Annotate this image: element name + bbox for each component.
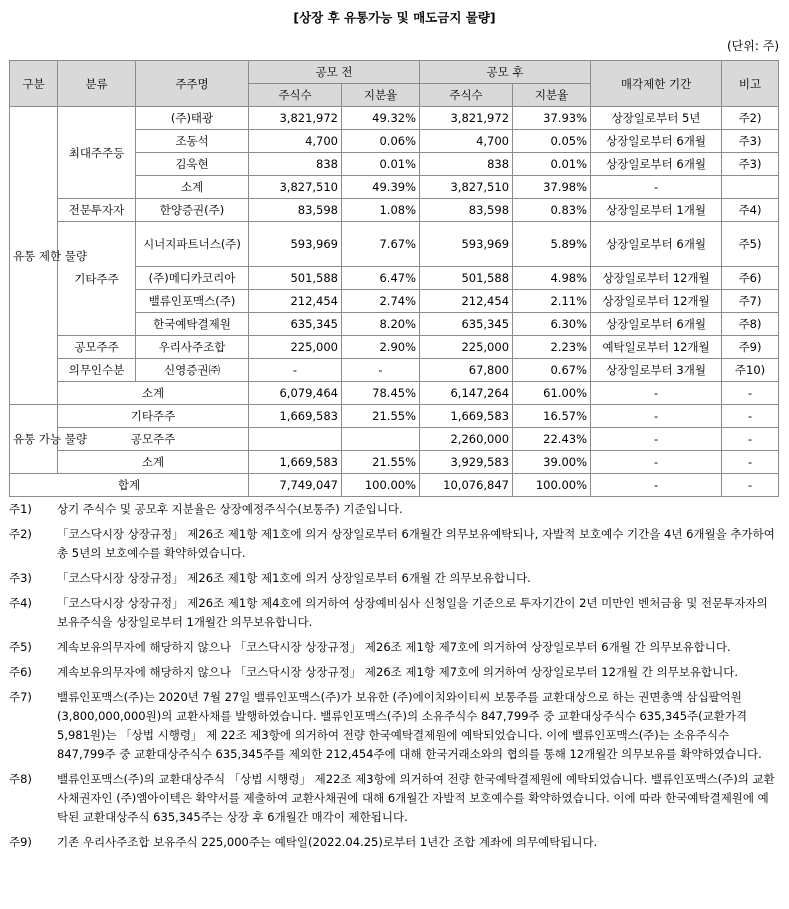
before-shares: 3,827,510 — [249, 176, 342, 199]
footnote-key: 주3) — [9, 571, 32, 585]
footnote-key: 주2) — [9, 527, 32, 541]
table-row — [10, 222, 779, 267]
lockup-table — [9, 60, 779, 497]
before-ratio: 78.45% — [342, 382, 420, 405]
restriction-period: 상장일로부터 6개월 — [591, 153, 722, 176]
before-shares: 7,749,047 — [249, 474, 342, 497]
header-before-shares: 주식수 — [249, 84, 342, 107]
footnote — [9, 500, 778, 519]
before-shares: 635,345 — [249, 313, 342, 336]
table-row — [10, 199, 779, 222]
table-row-total — [10, 474, 779, 497]
header-after: 공모 후 — [420, 61, 591, 84]
footnote-key: 주9) — [9, 835, 32, 849]
restriction-period: 상장일로부터 12개월 — [591, 290, 722, 313]
after-ratio: 0.83% — [513, 199, 591, 222]
table-row — [10, 359, 779, 382]
after-ratio: 39.00% — [513, 451, 591, 474]
before-ratio: 0.06% — [342, 130, 420, 153]
header-gubun: 구분 — [10, 61, 58, 107]
holder-name: 기타주주 — [58, 405, 249, 428]
footnote — [9, 569, 778, 588]
remark: 주10) — [722, 359, 779, 382]
footnote — [9, 770, 778, 827]
header-after-ratio: 지분율 — [513, 84, 591, 107]
footnotes — [9, 500, 778, 858]
before-ratio: 0.01% — [342, 153, 420, 176]
after-ratio: 16.57% — [513, 405, 591, 428]
before-shares: 4,700 — [249, 130, 342, 153]
before-ratio: 2.90% — [342, 336, 420, 359]
header-remark: 비고 — [722, 61, 779, 107]
category-largest: 최대주주등 — [58, 107, 136, 199]
header-before-ratio: 지분율 — [342, 84, 420, 107]
before-ratio: 6.47% — [342, 267, 420, 290]
before-shares: - — [249, 359, 342, 382]
unit-label: (단위: 주) — [727, 39, 779, 53]
remark: - — [722, 428, 779, 451]
group-restricted: 유통 제한 물량 — [10, 107, 58, 405]
after-shares: 4,700 — [420, 130, 513, 153]
before-shares — [249, 428, 342, 451]
before-shares: 3,821,972 — [249, 107, 342, 130]
page-title: [상장 후 유통가능 및 매도금지 물량] — [293, 10, 496, 25]
remark: - — [722, 382, 779, 405]
remark: - — [722, 474, 779, 497]
remark: - — [722, 405, 779, 428]
after-ratio: 61.00% — [513, 382, 591, 405]
holder-name: (주)메디카코리아 — [136, 267, 249, 290]
footnote — [9, 594, 778, 632]
restriction-period: 상장일로부터 6개월 — [591, 130, 722, 153]
holder-name: 밸류인포맥스(주) — [136, 290, 249, 313]
after-ratio: 6.30% — [513, 313, 591, 336]
remark: 주4) — [722, 199, 779, 222]
header-after-shares: 주식수 — [420, 84, 513, 107]
footnote-text: 「코스닥시장 상장규정」 제26조 제1항 제4호에 의거하여 상장예비심사 신청일을 기준으로 투자기간이 2년 미만인 벤처금융 및 전문투자자의 보유주식을 상장일로부터 1개월간 의무보유합니다. — [57, 596, 768, 629]
after-shares: 838 — [420, 153, 513, 176]
subtotal-label: 소계 — [58, 451, 249, 474]
before-ratio: 100.00% — [342, 474, 420, 497]
after-shares: 10,076,847 — [420, 474, 513, 497]
remark: 주3) — [722, 130, 779, 153]
table-row-subtotal — [10, 382, 779, 405]
after-ratio: 22.43% — [513, 428, 591, 451]
header-bunryu: 분류 — [58, 61, 136, 107]
before-shares: 212,454 — [249, 290, 342, 313]
before-ratio: 1.08% — [342, 199, 420, 222]
restriction-period: - — [591, 176, 722, 199]
footnote-key: 주4) — [9, 596, 32, 610]
footnote-text: 계속보유의무자에 해당하지 않으나 「코스닥시장 상장규정」 제26조 제1항 제7호에 의거하여 상장일로부터 6개월 간 의무보유합니다. — [57, 640, 731, 654]
after-shares: 83,598 — [420, 199, 513, 222]
before-shares: 593,969 — [249, 222, 342, 267]
restriction-period: - — [591, 405, 722, 428]
footnote-text: 「코스닥시장 상장규정」 제26조 제1항 제1호에 의거 상장일로부터 6개월간 의무보유예탁되나, 자발적 보호예수 기간을 4년 6개월을 추가하여 총 5년의 보호예수를 확약하였습니다. — [57, 527, 775, 560]
before-ratio: 7.67% — [342, 222, 420, 267]
remark — [722, 176, 779, 199]
footnote-text: 계속보유의무자에 해당하지 않으나 「코스닥시장 상장규정」 제26조 제1항 제7호에 의거하여 상장일로부터 12개월 간 의무보유합니다. — [57, 665, 738, 679]
after-ratio: 0.67% — [513, 359, 591, 382]
after-shares: 225,000 — [420, 336, 513, 359]
after-ratio: 5.89% — [513, 222, 591, 267]
footnote — [9, 638, 778, 657]
remark: 주9) — [722, 336, 779, 359]
before-ratio: 2.74% — [342, 290, 420, 313]
footnote-key: 주1) — [9, 502, 32, 516]
before-shares: 83,598 — [249, 199, 342, 222]
holder-name: 한국예탁결제원 — [136, 313, 249, 336]
after-ratio: 100.00% — [513, 474, 591, 497]
after-ratio: 37.93% — [513, 107, 591, 130]
table-row — [10, 428, 779, 451]
after-shares: 2,260,000 — [420, 428, 513, 451]
after-ratio: 2.23% — [513, 336, 591, 359]
restriction-period: - — [591, 474, 722, 497]
footnote-key: 주7) — [9, 690, 32, 704]
restriction-period: 상장일로부터 3개월 — [591, 359, 722, 382]
after-shares: 6,147,264 — [420, 382, 513, 405]
footnote-text: 기존 우리사주조합 보유주식 225,000주는 예탁일(2022.04.25)로부터 1년간 조합 계좌에 의무예탁됩니다. — [57, 835, 598, 849]
before-ratio: 49.32% — [342, 107, 420, 130]
header-before: 공모 전 — [249, 61, 420, 84]
footnote-key: 주5) — [9, 640, 32, 654]
holder-name: 신영증권㈜ — [136, 359, 249, 382]
after-shares: 3,821,972 — [420, 107, 513, 130]
total-label: 합계 — [10, 474, 249, 497]
footnote-text: 밸류인포맥스(주)의 교환대상주식 「상법 시행령」 제22조 제3항에 의거하여 전량 한국예탁결제원에 예탁되었습니다. 밸류인포맥스(주)의 교환사채권자인 (주)엠아이텍은 확약서를 제출하여 교환사채권에 대해 6개월간 자발적 보호예수를 확약하였습니다. 이에 따라 한국예탁결제원에 예탁된 교환대상주식 635,345주는 상장 후 6개월간 매각이 제한됩니다. — [57, 772, 775, 824]
after-ratio: 37.98% — [513, 176, 591, 199]
restriction-period: 상장일로부터 6개월 — [591, 313, 722, 336]
before-shares: 225,000 — [249, 336, 342, 359]
table-row — [10, 336, 779, 359]
before-ratio: 49.39% — [342, 176, 420, 199]
header-holder: 주주명 — [136, 61, 249, 107]
restriction-period: 상장일로부터 5년 — [591, 107, 722, 130]
table-row-subtotal — [10, 451, 779, 474]
restriction-period: 예탁일로부터 12개월 — [591, 336, 722, 359]
before-shares: 1,669,583 — [249, 405, 342, 428]
footnote — [9, 663, 778, 682]
footnote-key: 주8) — [9, 772, 32, 786]
after-ratio: 2.11% — [513, 290, 591, 313]
after-shares: 501,588 — [420, 267, 513, 290]
after-shares: 593,969 — [420, 222, 513, 267]
holder-name: 조동석 — [136, 130, 249, 153]
category-professional: 전문투자자 — [58, 199, 136, 222]
footnote-key: 주6) — [9, 665, 32, 679]
category-public: 공모주주 — [58, 336, 136, 359]
after-ratio: 0.05% — [513, 130, 591, 153]
subtotal-label: 소계 — [58, 382, 249, 405]
after-ratio: 4.98% — [513, 267, 591, 290]
after-shares: 3,827,510 — [420, 176, 513, 199]
before-ratio: - — [342, 359, 420, 382]
remark: 주3) — [722, 153, 779, 176]
remark: 주6) — [722, 267, 779, 290]
after-shares: 635,345 — [420, 313, 513, 336]
after-shares: 3,929,583 — [420, 451, 513, 474]
table-row — [10, 405, 779, 428]
category-obligated: 의무인수분 — [58, 359, 136, 382]
holder-name: 공모주주 — [58, 428, 249, 451]
after-ratio: 0.01% — [513, 153, 591, 176]
footnote-text: 밸류인포맥스(주)는 2020년 7월 27일 밸류인포맥스(주)가 보유한 (주)에이치와이티씨 보통주를 교환대상으로 하는 권면총액 삼십팔억원(3,800,000,000원)의 교환사채를 발행하였습니다. 밸류인포맥스(주)의 소유주식수 847,799주 중 교환대상주식수 635,345주(교환가격 5,981원)는 「상법 시행령」 제 22조 제3항에 의거하여 전량 한국예탁결제원에 예탁되었습니다. 이에 밸류인포맥스(주)는 소유주식수 847,799주 중 교환대상주식수 635,345주를 제외한 212,454주에 대해 한국거래소와의 협의를 통해 12개월간 의무보유를 확약하였습니다. — [57, 690, 762, 761]
table-row — [10, 107, 779, 130]
before-shares: 501,588 — [249, 267, 342, 290]
remark: 주7) — [722, 290, 779, 313]
holder-name: (주)태광 — [136, 107, 249, 130]
subtotal-label: 소계 — [136, 176, 249, 199]
before-shares: 6,079,464 — [249, 382, 342, 405]
header-row-1 — [10, 61, 779, 84]
after-shares: 212,454 — [420, 290, 513, 313]
restriction-period: - — [591, 451, 722, 474]
before-ratio: 21.55% — [342, 405, 420, 428]
holder-name: 김욱현 — [136, 153, 249, 176]
remark: - — [722, 451, 779, 474]
footnote-text: 「코스닥시장 상장규정」 제26조 제1항 제1호에 의거 상장일로부터 6개월 간 의무보유합니다. — [57, 571, 531, 585]
before-shares: 838 — [249, 153, 342, 176]
footnote — [9, 833, 778, 852]
holder-name: 우리사주조합 — [136, 336, 249, 359]
category-other: 기타주주 — [58, 222, 136, 336]
footnote-text: 상기 주식수 및 공모후 지분율은 상장예정주식수(보통주) 기준입니다. — [57, 502, 403, 516]
holder-name: 시너지파트너스(주) — [136, 222, 249, 267]
remark: 주8) — [722, 313, 779, 336]
footnote — [9, 525, 778, 563]
holder-name: 한양증권(주) — [136, 199, 249, 222]
remark: 주5) — [722, 222, 779, 267]
after-shares: 67,800 — [420, 359, 513, 382]
before-shares: 1,669,583 — [249, 451, 342, 474]
restriction-period: - — [591, 382, 722, 405]
before-ratio: 8.20% — [342, 313, 420, 336]
restriction-period: 상장일로부터 12개월 — [591, 267, 722, 290]
before-ratio: 21.55% — [342, 451, 420, 474]
restriction-period: - — [591, 428, 722, 451]
group-tradable: 유통 가능 물량 — [10, 405, 58, 474]
remark: 주2) — [722, 107, 779, 130]
restriction-period: 상장일로부터 1개월 — [591, 199, 722, 222]
before-ratio — [342, 428, 420, 451]
after-shares: 1,669,583 — [420, 405, 513, 428]
restriction-period: 상장일로부터 6개월 — [591, 222, 722, 267]
header-period: 매각제한 기간 — [591, 61, 722, 107]
footnote — [9, 688, 778, 764]
